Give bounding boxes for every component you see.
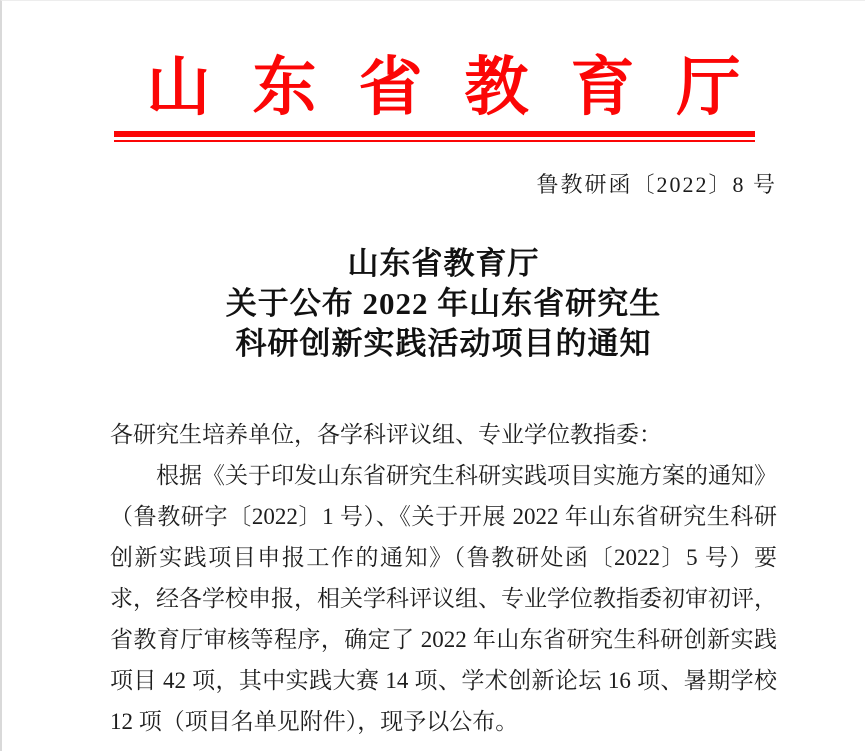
title-line-2: 关于公布 2022 年山东省研究生 [225, 286, 662, 321]
title-line-1: 山东省教育厅 [347, 246, 540, 281]
document-number: 鲁教研函〔2022〕8 号 [536, 172, 777, 197]
document-body [110, 414, 777, 742]
letterhead [110, 51, 783, 142]
divider-thin-line [114, 140, 755, 142]
document-page [2, 1, 865, 751]
letterhead-org-name: 山东省教育厅 [146, 52, 783, 123]
salutation-line: 各研究生培养单位，各学科评议组、专业学位教指委： [110, 422, 662, 447]
letterhead-divider [114, 131, 755, 142]
document-title [110, 244, 777, 364]
title-line-3: 科研创新实践活动项目的通知 [235, 326, 652, 361]
body-paragraph: 根据《关于印发山东省研究生科研实践项目实施方案的通知》（鲁教研字〔2022〕1 号）、《关于开展 2022 年山东省研究生科研创新实践项目申报工作的通知》（鲁教研处函〔2022〕5 号）要求，经各学校申报，相关学科评议组、专业学位教指委初审初评，省教育厅审核等程序，确定了 2022 年山东省研究生科研创新实践项目 42 项，其中实践大赛 14 项、学术创新论坛 16 项、暑期学校 12 项（项目名单见附件），现予以公布。 [110, 463, 777, 734]
